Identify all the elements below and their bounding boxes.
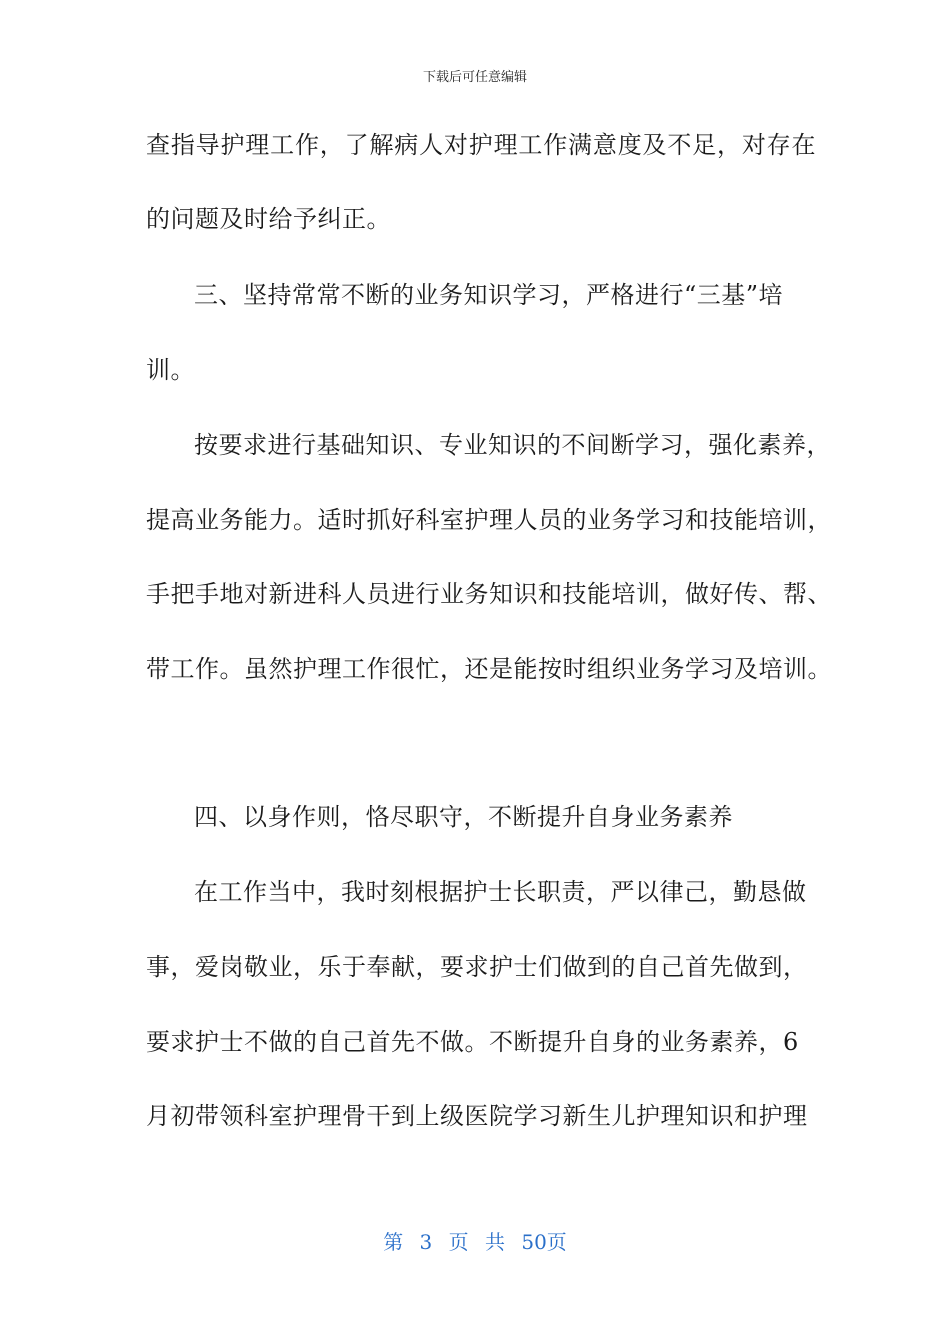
body-line: 要求护士不做的自己首先不做。不断提升自身的业务素养，6 [146, 1028, 799, 1056]
body-line: 查指导护理工作，了解病人对护理工作满意度及不足，对存在 [146, 131, 816, 159]
body-line: 在工作当中，我时刻根据护士长职责，严以律己，勤恳做 [194, 878, 807, 906]
body-line: 手把手地对新进科人员进行业务知识和技能培训，做好传、帮、 [146, 580, 832, 608]
body-line: 提高业务能力。适时抓好科室护理人员的业务学习和技能培训， [146, 506, 832, 534]
body-line: 按要求进行基础知识、专业知识的不间断学习，强化素养， [194, 431, 831, 459]
body-line: 的问题及时给予纠正。 [146, 205, 391, 233]
body-line: 事，爱岗敬业，乐于奉献，要求护士们做到的自己首先做到， [146, 953, 808, 981]
body-line: 训。 [146, 356, 195, 384]
section-heading: 三、坚持常常不断的业务知识学习，严格进行“三基”培 [194, 281, 784, 309]
header-note: 下载后可任意编辑 [422, 70, 527, 85]
section-heading: 四、以身作则，恪尽职守，不断提升自身业务素养 [194, 803, 733, 831]
body-line: 月初带领科室护理骨干到上级医院学习新生儿护理知识和护理 [146, 1102, 808, 1130]
body-line: 带工作。虽然护理工作很忙，还是能按时组织业务学习及培训。 [146, 655, 832, 683]
page-number-footer: 第 3 页 共 50页 [383, 1230, 567, 1254]
